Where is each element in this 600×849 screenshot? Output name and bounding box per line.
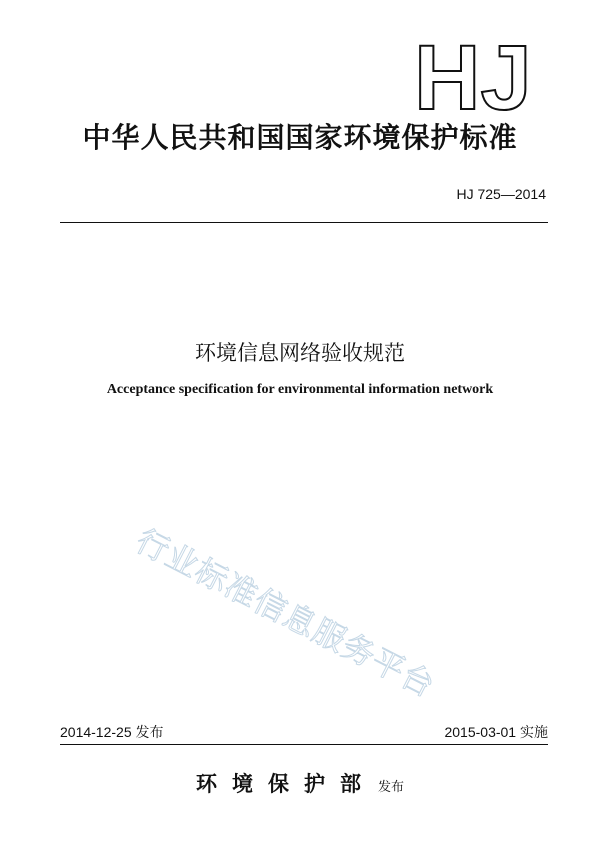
implement-date: 2015-03-01 实施 (444, 724, 548, 740)
watermark: 行业标准信息服务平台 (130, 521, 442, 706)
issuer-action: 发布 (377, 780, 404, 795)
document-title-chinese: 环境信息网络验收规范 (195, 341, 405, 365)
hj-logo-text: HJ (414, 33, 532, 113)
hj-logo (412, 33, 542, 113)
publish-date: 2014-12-25 发布 (60, 724, 164, 740)
issuer-name: 环境保护部 (195, 771, 376, 796)
bottom-divider (60, 744, 548, 745)
standard-category-title: 中华人民共和国国家环境保护标准 (82, 121, 518, 154)
standard-number: HJ 725—2014 (456, 186, 546, 202)
document-title-english: Acceptance specification for environmental information network (106, 382, 494, 397)
issuer-line (0, 768, 600, 798)
top-divider (60, 222, 548, 223)
